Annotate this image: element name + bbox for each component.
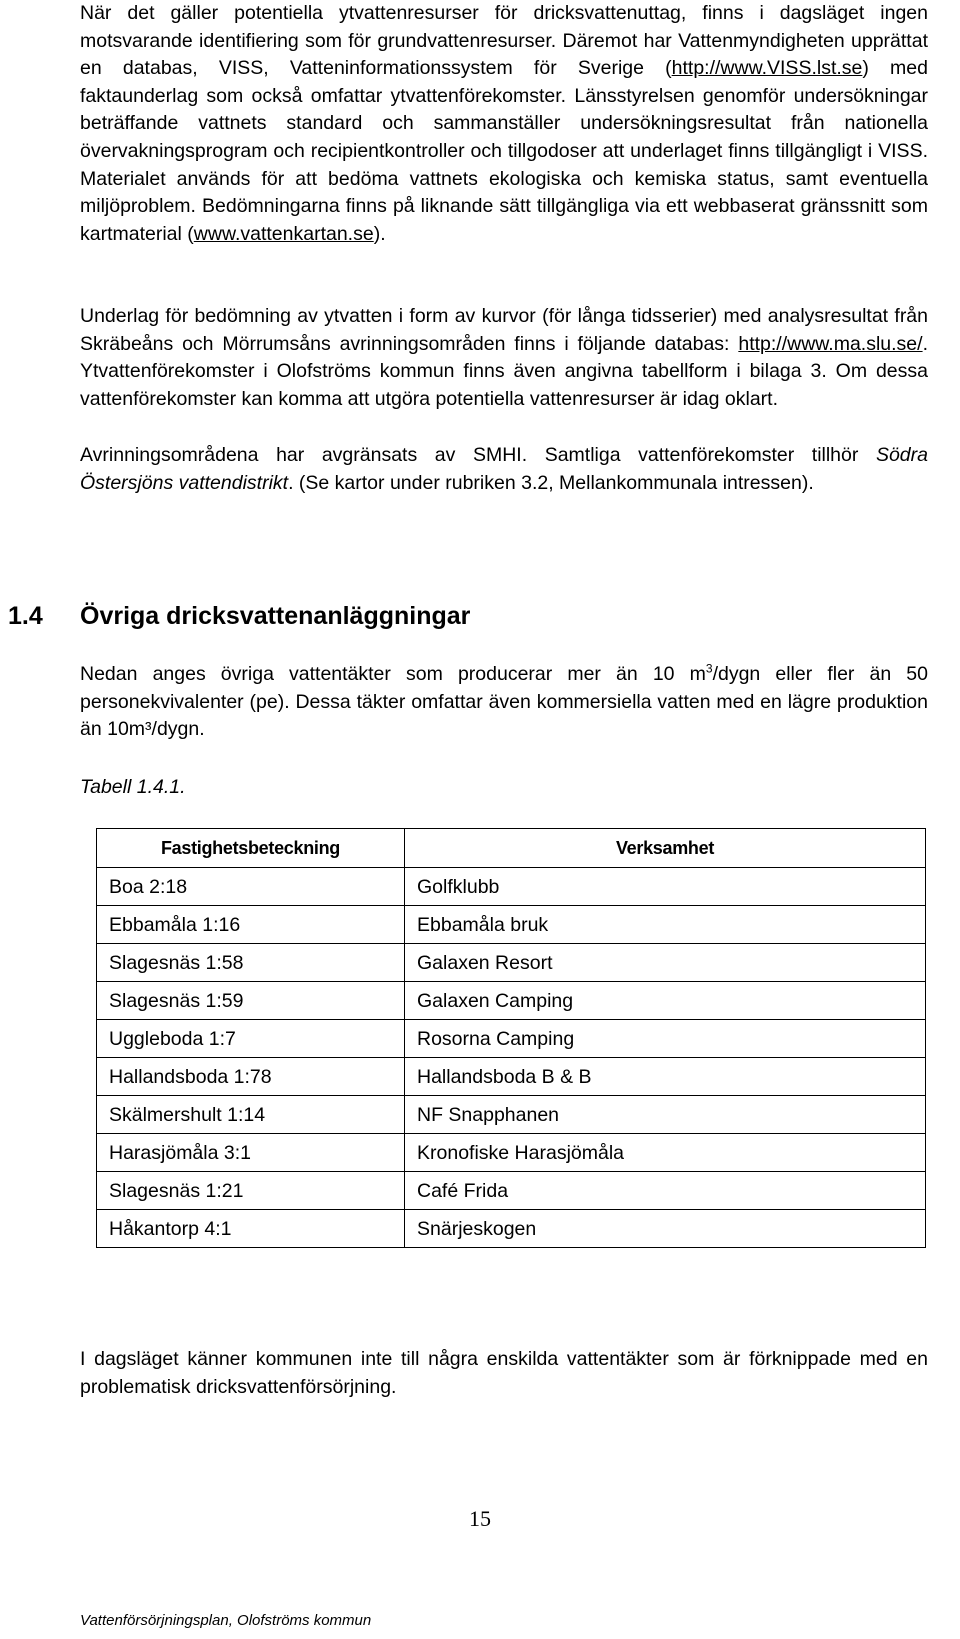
page-footer: Vattenförsörjningsplan, Olofströms kommun [80,1612,372,1629]
paragraph-text: Underlag för bedömning av ytvatten i form av kurvor (för långa tidsserier) med analysresultat från Skräbeåns och Mörrumsåns avrinningsområden finns i följande databas: [80,305,928,355]
paragraph-closing-note: I dagsläget känner kommunen inte till några enskilda vattentäkter som är förknippade med en problematisk dricksvattenförsörjning. [80,1348,928,1398]
district-name: Södra Östersjöns vattendistrikt [80,444,928,494]
section-title: Övriga dricksvattenanläggningar [80,602,471,630]
table-row [97,1134,926,1172]
table-row [97,1020,926,1058]
paragraph-text: När det gäller potentiella ytvattenresurser för dricksvattenuttag, finns i dagsläget ingen motsvarande identifiering som för grundvattenresurser. Däremot har Vattenmyndigheten upprättat en databas, VISS, Vatteninformationssystem för Sverige ( [80,2,928,80]
paragraph-surface-water-resources [80,0,928,248]
slu-link[interactable]: http://www.ma.slu.se/ [738,332,923,355]
table-cell-activity: Golfklubb [405,868,926,906]
table-row [97,1172,926,1210]
paragraph-catchment-areas [80,442,928,497]
table-cell-property: Harasjömåla 3:1 [97,1134,405,1172]
facilities-table [96,828,926,1248]
table-cell-activity: NF Snapphanen [405,1096,926,1134]
paragraph-text: ) med faktaunderlag som också omfattar ytvattenförekomster. Länsstyrelsen genomför undersökningar beträffande vattnets standard och sammanställer undersökningsresultat från nationella övervakningsprogram och recipientkontroller och tillgodoser att underlaget finns tillgängligt i VISS. Materialet används för att bedöma vattnets ekologiska och kemiska status, samt eventuella miljöproblem. Bedömningarna finns på liknande sätt tillgängliga via ett webbaserat gränssnitt som kartmaterial ( [80,57,928,245]
table-row [97,982,926,1020]
table-row [97,1058,926,1096]
table-caption: Tabell 1.4.1. [80,776,186,798]
table-row [97,1210,926,1248]
table-cell-activity: Rosorna Camping [405,1020,926,1058]
table-cell-property: Ebbamåla 1:16 [97,906,405,944]
table-row [97,868,926,906]
table-cell-activity: Ebbamåla bruk [405,906,926,944]
column-header-property: Fastighetsbeteckning [97,829,405,868]
table-row [97,1096,926,1134]
paragraph-text: . Ytvattenförekomster i Olofströms kommun finns även angivna tabellform i bilaga 3. Om dessa vattenförekomster kan komma att utgöra potentiella vattenresurser är idag oklart. [80,332,928,410]
table-cell-property: Slagesnäs 1:58 [97,944,405,982]
table-cell-activity: Café Frida [405,1172,926,1210]
paragraph-text: /dygn eller fler än 50 personekvivalenter (pe). Dessa täkter omfattar även kommersiella vatten med en lägre produktion än 10m³/dygn. [80,663,928,741]
table-cell-property: Skälmershult 1:14 [97,1096,405,1134]
paragraph-other-facilities [80,661,928,744]
table-cell-property: Slagesnäs 1:59 [97,982,405,1020]
table-header-row [97,829,926,868]
table-cell-property: Håkantorp 4:1 [97,1210,405,1248]
table-cell-property: Uggleboda 1:7 [97,1020,405,1058]
table-cell-property: Boa 2:18 [97,868,405,906]
superscript: 3 [705,661,713,676]
table-cell-activity: Snärjeskogen [405,1210,926,1248]
viss-link[interactable]: http://www.VISS.lst.se [671,57,863,80]
paragraph-text: ). [373,222,386,245]
column-header-activity: Verksamhet [405,829,926,868]
table-cell-activity: Kronofiske Harasjömåla [405,1134,926,1172]
table-row [97,944,926,982]
table-cell-property: Hallandsboda 1:78 [97,1058,405,1096]
table-cell-property: Slagesnäs 1:21 [97,1172,405,1210]
vattenkartan-link[interactable]: www.vattenkartan.se [193,222,374,245]
table-row [97,906,926,944]
paragraph-text: Nedan anges övriga vattentäkter som producerar mer än 10 m [80,663,706,685]
paragraph-text: Avrinningsområdena har avgränsats av SMHI. Samtliga vattenförekomster tillhör [80,444,876,466]
paragraph-assessment-data [80,303,928,413]
paragraph-text: . (Se kartor under rubriken 3.2, Mellankommunala intressen). [288,471,814,494]
table-cell-activity: Galaxen Resort [405,944,926,982]
table-cell-activity: Hallandsboda B & B [405,1058,926,1096]
table-cell-activity: Galaxen Camping [405,982,926,1020]
page-number: 15 [469,1506,491,1531]
section-number: 1.4 [8,602,43,630]
